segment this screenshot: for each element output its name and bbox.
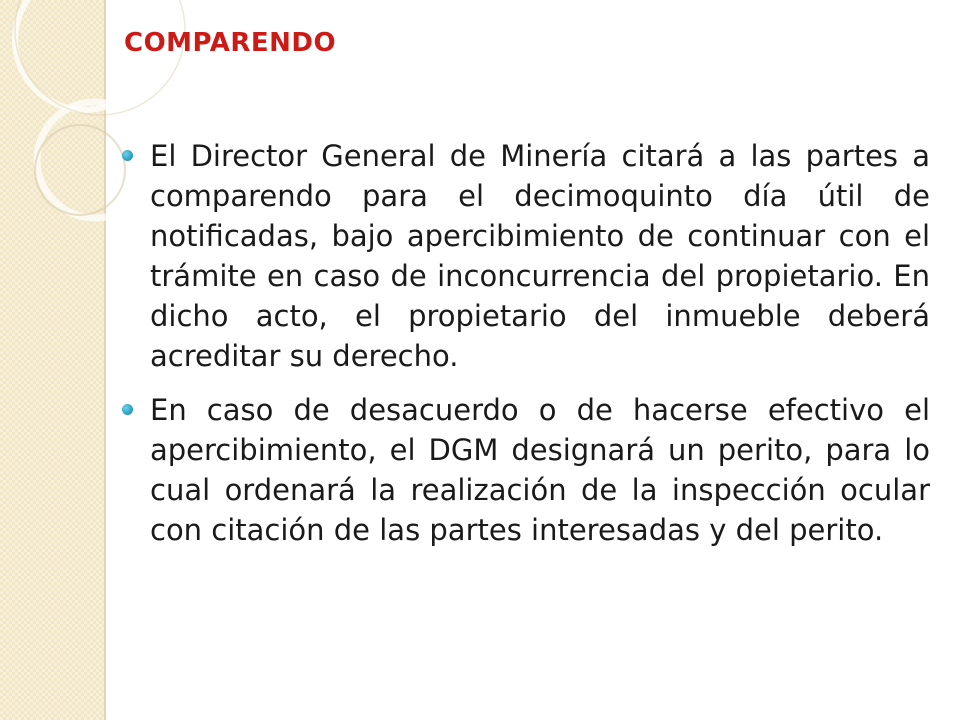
bullet-item [120, 390, 930, 550]
bullet-text: En caso de desacuerdo o de hacerse efectivo el apercibimiento, el DGM designará un perito, para lo cual ordenará la realización de la inspección ocular con citación de las partes interesadas y del perito. [150, 393, 930, 547]
bullet-dot-icon [122, 404, 133, 415]
bullet-text: El Director General de Minería citará a las partes a comparendo para el decimoquinto día útil de notificadas, bajo apercibimiento de continuar con el trámite en caso de inconcurrencia del propietario. En dicho acto, el propietario del inmueble deberá acreditar su derecho. [150, 139, 930, 373]
slide-content [120, 136, 930, 564]
bullet-item [120, 136, 930, 376]
bullet-dot-icon [122, 150, 133, 161]
slide-title: COMPARENDO [124, 28, 337, 58]
